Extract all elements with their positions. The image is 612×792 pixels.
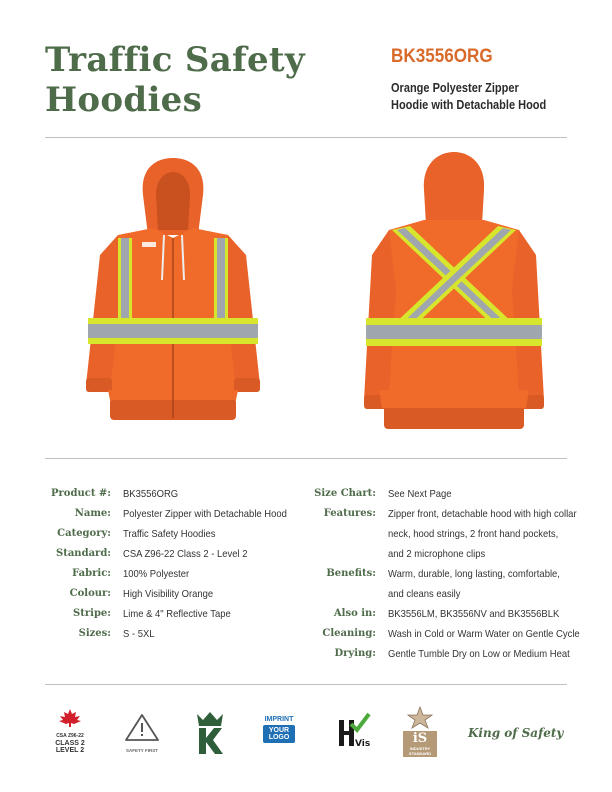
- spec-value: BK3556ORG: [123, 488, 179, 500]
- spec-label: Sizes:: [78, 628, 111, 639]
- spec-row-colour: [45, 584, 305, 604]
- spec-label: Name:: [74, 508, 111, 519]
- spec-row-category: [45, 524, 305, 544]
- spec-row-features: [300, 504, 601, 524]
- warning-triangle-icon: [122, 712, 162, 742]
- spec-value: Traffic Safety Hoodies: [123, 528, 216, 540]
- spec-value: Zipper front, detachable hood with high collar: [388, 508, 577, 520]
- spec-row-cleaning: [300, 624, 601, 644]
- spec-row-also-in: [300, 604, 601, 624]
- product-sku: BK3556ORG: [391, 46, 493, 67]
- product-subtitle: Orange Polyester Zipper Hoodie with Detachable Hood: [391, 81, 547, 112]
- svg-text:Vis: Vis: [355, 739, 371, 749]
- hoodie-front-photo: [78, 150, 268, 435]
- industry-standard-badge: iS INDUSTRY STANDARD: [403, 706, 437, 757]
- spec-label: Product #:: [51, 488, 111, 499]
- csa-badge: CSA Z96-22 CLASS 2 LEVEL 2: [50, 708, 90, 754]
- maple-leaf-icon: [50, 708, 90, 728]
- hi-vis-check-icon: [337, 712, 371, 750]
- spec-row-product: [45, 484, 305, 504]
- spec-value: S - 5XL: [123, 628, 155, 640]
- page-title: Traffic Safety Hoodies: [45, 40, 305, 120]
- hi-vis-badge: [337, 712, 371, 755]
- divider-top: [45, 137, 567, 138]
- spec-value-cont: and 2 microphone clips: [388, 548, 486, 560]
- spec-label: Colour:: [69, 588, 111, 599]
- spec-label: Cleaning:: [322, 628, 376, 639]
- spec-label: Fabric:: [72, 568, 111, 579]
- spec-row-standard: [45, 544, 305, 564]
- star-icon: [403, 706, 437, 730]
- spec-row-benefits: [300, 564, 601, 584]
- spec-label: Drying:: [334, 648, 376, 659]
- spec-value: See Next Page: [388, 488, 452, 500]
- spec-value-cont: neck, hood strings, 2 front hand pockets,: [388, 528, 559, 540]
- spec-value: CSA Z96-22 Class 2 - Level 2: [123, 548, 248, 560]
- spec-row-sizes: [45, 624, 305, 644]
- spec-label: Features:: [323, 508, 376, 519]
- divider-bottom: [45, 684, 567, 685]
- spec-label: Also in:: [333, 608, 376, 619]
- imprint-logo-badge: IMPRINT YOUR LOGO: [264, 716, 294, 741]
- k-crown-badge: [194, 710, 226, 761]
- spec-row-fabric: [45, 564, 305, 584]
- specs-left: [45, 484, 305, 644]
- spec-label: Category:: [57, 528, 111, 539]
- spec-value: High Visibility Orange: [123, 588, 214, 600]
- spec-value: Warm, durable, long lasting, comfortable,: [388, 568, 560, 580]
- spec-value: Lime & 4" Reflective Tape: [123, 608, 231, 620]
- spec-row-name: [45, 504, 305, 524]
- divider-middle: [45, 458, 567, 459]
- spec-label: Standard:: [55, 548, 111, 559]
- spec-row-stripe: [45, 604, 305, 624]
- hoodie-back-photo: [354, 150, 554, 435]
- spec-label: Stripe:: [73, 608, 111, 619]
- spec-value-cont: and cleans easily: [388, 588, 461, 600]
- king-of-safety-wordmark: King of Safety: [468, 726, 564, 740]
- spec-value: 100% Polyester: [123, 568, 190, 580]
- k-crown-logo-icon: [194, 710, 226, 756]
- spec-row-drying: [300, 644, 601, 664]
- specs-right: [300, 484, 601, 664]
- spec-value: Wash in Cold or Warm Water on Gentle Cycle: [388, 628, 580, 640]
- spec-value: BK3556LM, BK3556NV and BK3556BLK: [388, 608, 560, 620]
- spec-value: Gentle Tumble Dry on Low or Medium Heat: [388, 648, 570, 660]
- safety-first-badge: SAFETY FIRST: [122, 712, 162, 754]
- spec-row-size-chart: [300, 484, 601, 504]
- spec-label: Benefits:: [326, 568, 376, 579]
- spec-label: Size Chart:: [314, 488, 376, 499]
- spec-value: Polyester Zipper with Detachable Hood: [123, 508, 287, 520]
